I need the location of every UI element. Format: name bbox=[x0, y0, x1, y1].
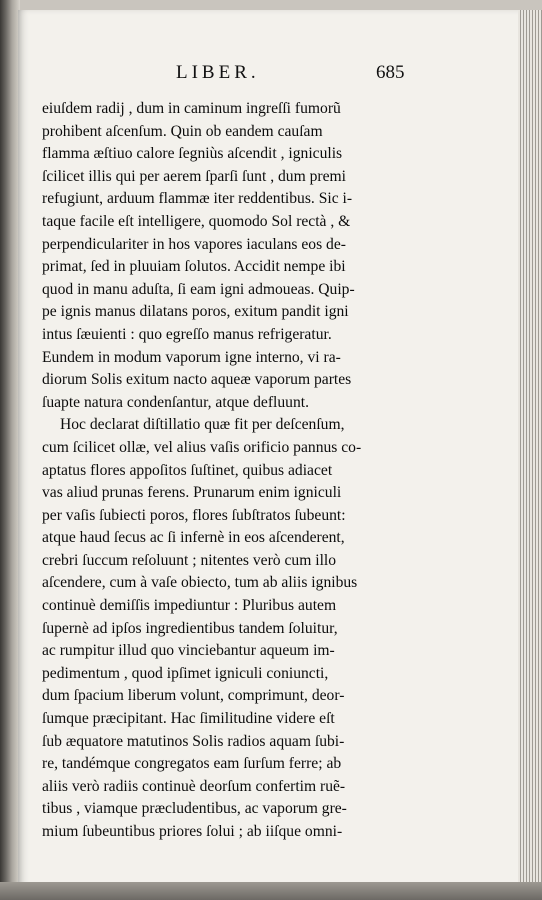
text-line: aſcendere, cum à vaſe obiecto, tum ab aliis ignibus bbox=[42, 574, 358, 592]
scan-bottom-shadow bbox=[0, 882, 542, 900]
text-line: perpendiculariter in hos vapores iaculans eos de- bbox=[42, 235, 346, 253]
book-gutter-shadow bbox=[0, 0, 20, 900]
text-line: aliis verò radiis continuè deorſum confertim ruẽ- bbox=[42, 777, 346, 795]
text-line: pedimentum , quod ipſimet igniculi coniuncti, bbox=[42, 664, 329, 682]
text-line: aptatus flores appoſitos ſuſtinet, quibus adiacet bbox=[42, 461, 333, 479]
text-line: vas aliud prunas ferens. Prunarum enim igniculi bbox=[42, 484, 342, 502]
page-number: 685 bbox=[376, 62, 405, 83]
body-text bbox=[42, 98, 422, 844]
text-line: tibus , viamque præcludentibus, ac vaporum gre- bbox=[42, 800, 347, 818]
text-line: ſub æquatore matutinos Solis radios aquam ſubi- bbox=[42, 732, 345, 750]
text-line: ſupernè ad ipſos ingredientibus tandem ſoluitur, bbox=[42, 619, 338, 637]
running-head: LIBER. bbox=[176, 62, 260, 83]
text-line: pe ignis manus dilatans poros, exitum pandit igni bbox=[42, 303, 349, 321]
text-line: taque facile eſt intelligere, quomodo Sol rectà , & bbox=[42, 212, 351, 230]
text-line: continuè demiſſis impediuntur : Pluribus autem bbox=[42, 597, 337, 615]
text-line: cum ſcilicet ollæ, vel alius vaſis orificio pannus co- bbox=[42, 438, 362, 456]
text-line: diorum Solis exitum nacto aqueæ vaporum partes bbox=[42, 371, 352, 389]
text-line: ſcilicet illis qui per aerem ſparſi ſunt , dum premi bbox=[42, 167, 346, 185]
text-line: primat, ſed in pluuiam ſolutos. Accidit nempe ibi bbox=[42, 258, 346, 276]
page-header bbox=[18, 62, 518, 92]
text-line: atque haud ſecus ac ſi infernè in eos aſcenderent, bbox=[42, 529, 345, 547]
text-line: refugiunt, arduum flammæ iter reddentibus. Sic i- bbox=[42, 190, 353, 208]
text-line: ſumque præcipitant. Hac ſimilitudine videre eſt bbox=[42, 710, 335, 728]
text-line: dum ſpacium liberum volunt, comprimunt, deor- bbox=[42, 687, 345, 705]
book-page bbox=[18, 10, 518, 888]
text-line: intus ſæuienti : quo egreſſo manus refrigeratur. bbox=[42, 325, 332, 343]
text-line: mium ſubeuntibus priores ſolui ; ab iiſque omni- bbox=[42, 823, 343, 840]
text-line: crebri ſuccum reſoluunt ; nitentes verò cum illo bbox=[42, 551, 337, 569]
text-line: quod in manu aduſta, ſi eam igni admoueas. Quip- bbox=[42, 280, 355, 298]
paragraph-start-line: Hoc declarat diſtillatio quæ fit per deſcenſum, bbox=[60, 416, 345, 434]
text-line: flamma æſtiuo calore ſegniùs aſcendit , igniculis bbox=[42, 145, 343, 163]
text-line: Eundem in modum vaporum igne interno, vi ra- bbox=[42, 348, 341, 366]
text-line: prohibent aſcenſum. Quin ob eandem cauſam bbox=[42, 122, 323, 140]
text-line: re, tandémque congregatos eam ſurſum ferre; ab bbox=[42, 755, 342, 773]
text-line: eiuſdem radij , dum in caminum ingreſſi fumorũ bbox=[42, 100, 341, 117]
text-line: ſuapte natura condenſantur, atque defluunt. bbox=[42, 393, 309, 411]
text-line: ac rumpitur illud quo vinciebantur aqueum im- bbox=[42, 642, 335, 660]
text-line: per vaſis ſubiecti poros, flores ſubſtratos ſubeunt: bbox=[42, 506, 346, 524]
